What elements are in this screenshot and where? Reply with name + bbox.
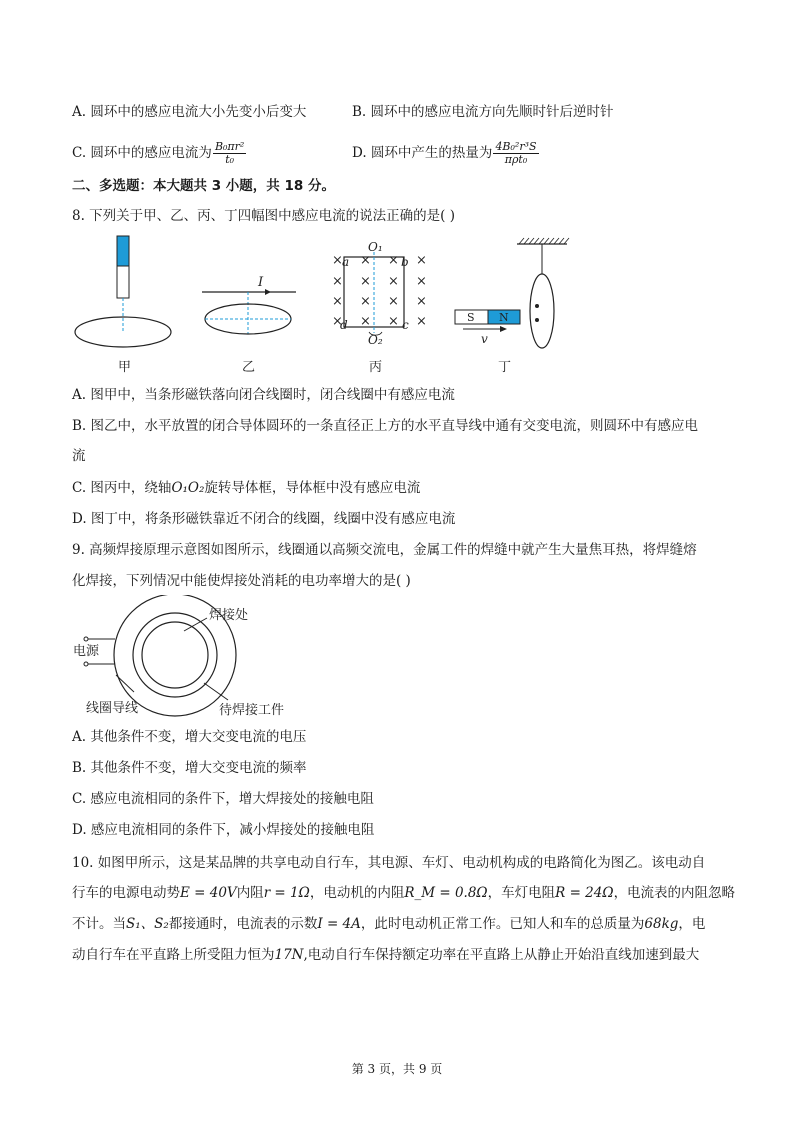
q10-line4 [72, 945, 699, 965]
caption-yi: 乙 [242, 360, 256, 375]
q8-stem: 8. 下列关于甲、乙、丙、丁四幅图中感应电流的说法正确的是( ) [72, 208, 455, 224]
hatch-line [554, 238, 559, 244]
label-d: d [340, 318, 348, 332]
coil-gap-top [535, 304, 539, 308]
q7-option-d-text: D. 圆环中产生的热量为 [352, 145, 493, 161]
field-cross: × [388, 294, 399, 309]
field-cross: × [332, 314, 343, 329]
field-cross: × [360, 314, 371, 329]
math-switches: S₁、S₂ [126, 916, 169, 932]
figure-ding [455, 238, 569, 348]
figure-jia [75, 236, 171, 347]
label-coil: 线圈导线 [86, 701, 139, 716]
q8-option-b-line1: B. 图乙中，水平放置的闭合导体圆环的一条直径正上方的水平直导线中通有交变电流，则圆环中有感应电 [72, 418, 699, 434]
field-cross: × [388, 253, 399, 268]
coil-gap-bottom [535, 318, 539, 322]
fraction-numerator: 4B₀²r³S [495, 140, 537, 153]
hatch-line [559, 238, 564, 244]
q9-stem-line1: 9. 高频焊接原理示意图如图所示，线圈通以高频交流电，金属工件的焊缝中就产生大量焦耳热，将焊缝熔 [72, 542, 697, 558]
q10-line1: 10. 如图甲所示，这是某品牌的共享电动自行车，其电源、车灯、电动机构成的电路简化为图乙。该电动自 [72, 855, 706, 871]
q9-option-a: A. 其他条件不变，增大交变电流的电压 [72, 729, 307, 745]
text: C. 图丙中，绕轴 [72, 480, 172, 496]
hatch-line [529, 238, 534, 244]
text: 不计。当 [72, 916, 126, 932]
field-cross: × [416, 314, 427, 329]
math-mass: 68kg [644, 916, 679, 932]
text: 旋转导体框，导体框中没有感应电流 [204, 480, 421, 496]
text: ,电动自行车保持额定功率在平直路上从静止开始沿直线加速到最大 [303, 947, 700, 963]
fraction-denominator: t₀ [225, 153, 235, 166]
terminal-top [84, 637, 88, 641]
fraction-denominator: πρt₀ [504, 153, 528, 166]
text: ，车灯电阻 [487, 885, 556, 901]
q8-option-c [72, 478, 420, 498]
current-arrow [265, 289, 271, 295]
q7-option-c-text: C. 圆环中的感应电流为 [72, 145, 212, 161]
q9-option-d: D. 感应电流相同的条件下，减小焊接处的接触电阻 [72, 822, 375, 838]
math-lamp-r: R = 24Ω [555, 885, 614, 901]
label-v: v [481, 332, 488, 346]
field-cross: × [360, 274, 371, 289]
q7-option-d [352, 141, 540, 166]
field-cross: × [388, 314, 399, 329]
q7-option-b: B. 圆环中的感应电流方向先顺时针后逆时针 [352, 104, 614, 120]
q9-option-b: B. 其他条件不变，增大交变电流的频率 [72, 760, 307, 776]
field-cross: × [332, 274, 343, 289]
hatch-line [544, 238, 549, 244]
figure-yi [202, 275, 296, 334]
label-n: N [499, 311, 509, 324]
magnet-top [117, 236, 129, 266]
text: 都接通时，电流表的示数 [168, 916, 318, 932]
magnet-bottom [117, 266, 129, 298]
text: ，电动机的内阻 [309, 885, 405, 901]
ceiling-hatch [519, 238, 569, 244]
q8-option-d: D. 图丁中，将条形磁铁靠近不闭合的线圈，线圈中没有感应电流 [72, 511, 456, 527]
text: 内阻 [236, 885, 264, 901]
text: 动自行车在平直路上所受阻力恒为 [72, 947, 275, 963]
field-cross: × [416, 253, 427, 268]
q10-line2 [72, 883, 735, 903]
field-cross: × [360, 253, 371, 268]
q8-figures [60, 232, 740, 382]
math-current: I = 4A [317, 916, 361, 932]
label-c: c [402, 318, 409, 332]
field-cross: × [416, 274, 427, 289]
hatch-line [534, 238, 539, 244]
math-axis: O₁O₂ [171, 480, 205, 496]
field-cross: × [388, 274, 399, 289]
math-resistance: 17N [274, 947, 304, 963]
q10-line3 [72, 914, 705, 934]
current-label: I [258, 275, 264, 290]
q7-option-c [72, 141, 247, 166]
fraction-numerator: B₀πr² [214, 140, 245, 153]
caption-jia: 甲 [118, 360, 132, 375]
label-a: a [342, 255, 350, 269]
q9-option-c: C. 感应电流相同的条件下，增大焊接处的接触电阻 [72, 791, 374, 807]
label-o2: O₂ [368, 333, 383, 347]
label-s: S [467, 311, 475, 324]
math-motor-r: R_M = 0.8Ω [404, 885, 488, 901]
q8-option-b-line2: 流 [72, 448, 86, 464]
math-emf: E = 40V [180, 885, 237, 901]
q7-option-c-fraction [213, 141, 246, 166]
terminal-bottom [84, 662, 88, 666]
page-footer: 第 3 页，共 9 页 [351, 1062, 443, 1076]
field-cross: × [360, 294, 371, 309]
hatch-line [549, 238, 554, 244]
caption-ding: 丁 [498, 360, 512, 375]
text: ，此时电动机正常工作。已知人和车的总质量为 [360, 916, 645, 932]
text: ，电 [678, 916, 706, 932]
label-o1: O₁ [368, 240, 383, 254]
q7-option-d-fraction [493, 141, 538, 166]
hatch-line [524, 238, 529, 244]
workpiece-outer [133, 613, 217, 697]
field-cross: × [416, 294, 427, 309]
label-b: b [401, 255, 409, 269]
field-cross: × [332, 253, 343, 268]
label-weld: 焊接处 [209, 608, 249, 623]
open-coil [530, 274, 554, 348]
label-work: 待焊接工件 [219, 703, 285, 718]
figure-bing [332, 240, 427, 347]
q8-option-a: A. 图甲中，当条形磁铁落向闭合线圈时，闭合线圈中有感应电流 [72, 387, 455, 403]
workpiece-inner [142, 622, 208, 688]
velocity-arrow [500, 326, 507, 332]
text: ，电流表的内阻忽略 [613, 885, 736, 901]
q9-stem-line2: 化焊接，下列情况中能使焊接处消耗的电功率增大的是( ) [72, 573, 411, 589]
caption-bing: 丙 [369, 360, 383, 375]
hatch-line [519, 238, 524, 244]
label-power: 电源 [73, 644, 100, 659]
text: 行车的电源电动势 [72, 885, 180, 901]
q9-figure [60, 595, 300, 725]
math-internal-r: r = 1Ω [263, 885, 310, 901]
field-cross: × [332, 294, 343, 309]
hatch-line [564, 238, 569, 244]
section-heading: 二、多选题：本大题共 3 小题，共 18 分。 [72, 178, 335, 194]
hatch-line [539, 238, 544, 244]
q7-option-a: A. 圆环中的感应电流大小先变小后变大 [72, 104, 307, 120]
